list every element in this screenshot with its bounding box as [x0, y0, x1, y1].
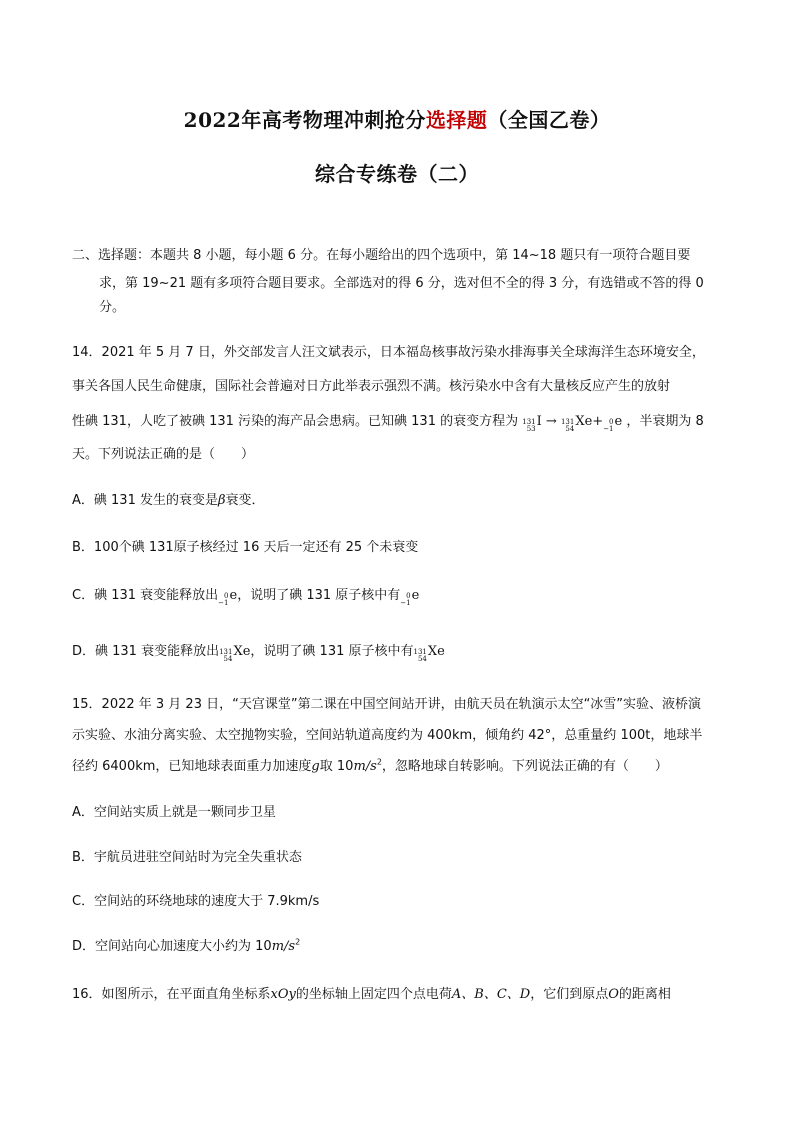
q14-line-3: 性碘 131，人吃了被碘 131 污染的海产品会患病。已知碘 131 的衰变方程为 131 53 I → 131 54 Xe + 0 −1 e ，半衰期为 8	[72, 414, 704, 433]
q14-line-2: 事关各国人民生命健康，国际社会普遍对日方此举表示强烈不满。核污染水中含有大量核反应产生的放射	[72, 379, 671, 394]
q14-line-4: 天。下列说法正确的是（ ）	[72, 447, 255, 462]
instructions-line-1: 二、选择题：本题共 8 小题，每小题 6 分。在每小题给出的四个选项中，第 14~18 题只有一项符合题目要	[72, 248, 691, 263]
q14-line-1: 14．2021 年 5 月 7 日，外交部发言人汪文斌表示，日本福岛核事故污染水排海事关全球海洋生态环境安全，	[72, 345, 705, 360]
title-highlight: 选择题	[425, 108, 488, 132]
q15-option-d: D．空间站向心加速度大小约为 $10m/s^2$	[72, 937, 301, 954]
q15-line-1: 15．2022 年 3 月 23 日，“天宫课堂”第二课在中国空间站开讲，由航天员在轨演示太空“冰雪”实验、液桥演	[72, 697, 702, 712]
q14-option-c: C．碘 131 衰变能释放出 0 −1 e ，说明了碘 131 原子核中有 0 −1 e	[72, 588, 420, 607]
page-subtitle: 综合专练卷（二）	[315, 162, 479, 186]
q15-line-2: 示实验、水油分离实验、太空抛物实验，空间站轨道高度约为 400km，倾角约 42°，总重量约 100t，地球半	[72, 728, 703, 743]
instructions-line-2: 求，第 19~21 题有多项符合题目要求。全部选对的得 6 分，选对但不全的得 3 分，有选错或不答的得 0	[99, 276, 704, 291]
page-title: 2022年高考物理冲刺抢分选择题（全国乙卷）	[183, 108, 611, 132]
q16-line-1: 16．如图所示，在平面直角坐标系xOy的坐标轴上固定四个点电荷A、B、C、D，它们到原点O的距离相	[72, 987, 671, 1002]
q15-option-a: A．空间站实质上就是一颗同步卫星	[72, 805, 276, 820]
q14-option-a: A．碘 131 发生的衰变是β衰变．	[72, 493, 265, 508]
q15-option-b: B．宇航员进驻空间站时为完全失重状态	[72, 850, 302, 865]
q15-line-3: 径约 6400km，已知地球表面重力加速度g取 $10m/s^2$，忽略地球自转影响。下列说法正确的有（ ）	[72, 757, 668, 774]
q15-option-c: C．空间站的环绕地球的速度大于 7.9km/s	[72, 894, 320, 909]
instructions-line-3: 分。	[99, 300, 126, 315]
q14-option-b: B．100个碘 131原子核经过 16 天后一定还有 25 个未衰变	[72, 540, 419, 555]
decay-equation: 131 53 I → 131 54 Xe + 0 −1 e	[522, 414, 623, 433]
q14-option-d: D．碘 131 衰变能释放出 131 54 Xe ，说明了碘 131 原子核中有 131 54 Xe	[72, 644, 445, 663]
